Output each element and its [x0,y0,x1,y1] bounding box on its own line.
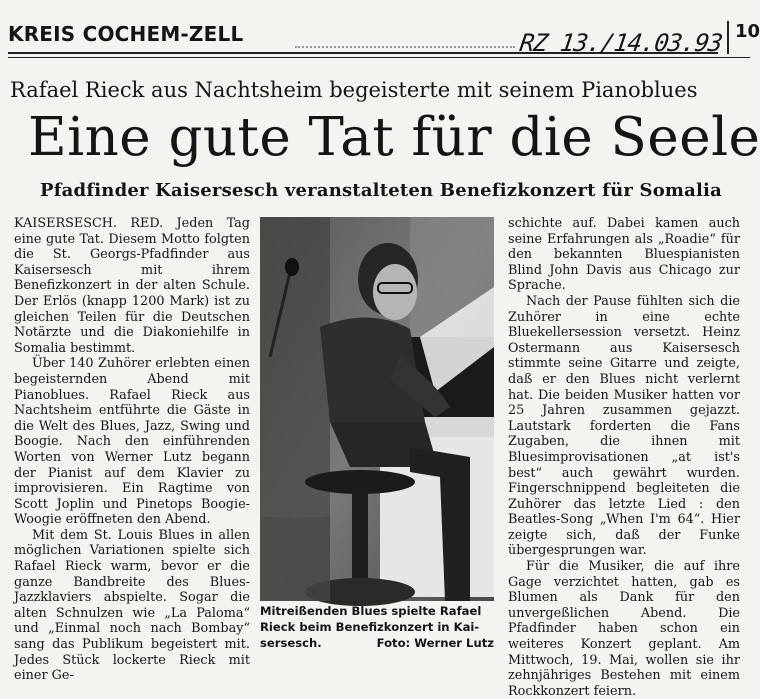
paragraph: KAISERSESCH. RED. Jeden Tag eine gute Tat. Diesem Motto folgten die St. Georgs-Pfadfinder aus Kaisersesch mit ihrem Benefizkonzert in der alten Schule. Der Erlös (knapp 1200 Mark) ist zu gleichen Teilen für die Deutschen Notärzte und die Diakoniehilfe in Somalia bestimmt. [14,216,250,356]
paragraph: Über 140 Zuhörer erlebten einen begeisternden Abend mit Pianoblues. Rafael Rieck aus Nachtsheim entführte die Gäste in die Welt des Blues, Jazz, Swing und Boogie. Nach den einführenden Worten von Werner Lutz begann der Pianist auf dem Klavier zu improvisieren. Ein Ragtime von Scott Joplin und Pinetops Boogie-Woogie eröffneten den Abend. [14,356,250,528]
paragraph: Für die Musiker, die auf ihre Gage verzichtet hatten, gab es Blumen als Dank für den unvergeßlichen Abend. Die Pfadfinder haben schon ein weiteres Konzert geplant. Am Mittwoch, 19. Mai, wollen sie ihr zehnjähriges Bestehen mit einem Rockkonzert feiern. [508,559,740,699]
header-rule-thin [8,57,750,58]
paragraph: Mit dem St. Louis Blues in allen möglichen Variationen spielte sich Rafael Rieck warm, bevor er die ganze Bandbreite des Blues-Jazzklaviers abspielte. Sogar die alten Schnulzen wie „La Paloma“ und „Einmal noch nach Bombay“ sang das Publikum begeistert mit. Jedes Stück lockerte Rieck mit einer Ge- [14,527,250,684]
section-title: KREIS COCHEM-ZELL [8,22,244,46]
article-subheadline: Pfadfinder Kaisersesch veranstalteten Benefizkonzert für Somalia [40,180,722,201]
photo-caption [260,603,494,651]
paragraph: Nach der Pause fühlten sich die Zuhörer in eine echte Bluekellersession versetzt. Heinz Ostermann aus Kaisersesch stimmte seine Gitarre und zeigte, daß er den Blues nicht verlernt hat. Die beiden Musiker hatten vor 25 Jahren zusammen gejazzt. Lautstark forderten die Fans Zugaben, die ihnen mit Bluesimprovisationen „at ist's best“ auch gewährt wurden. Fingerschnippend begleiteten die Zuhörer das letzte Lied : den Beatles-Song „When I'm 64“. Hier zeigte sich, daß der Funke übergesprungen war. [508,293,740,559]
caption-line: Rieck beim Benefizkonzert in Kai- [260,620,480,634]
caption-line [260,635,494,651]
pianist-photo [260,217,494,601]
caption-end: sersesch. [260,636,322,650]
paragraph: schichte auf. Dabei kamen auch seine Erfahrungen als „Roadie“ für den bekannten Bluespianisten Blind John Davis aus Chicago zur Sprache. [508,216,740,294]
caption-line: Mitreißenden Blues spielte Rafael [260,604,482,618]
article-column-1 [14,216,250,684]
handwritten-date: RZ 13./14.03.93 [518,29,724,57]
article-headline: Eine gute Tat für die Seele [28,107,760,168]
page-number: 10 [727,21,758,54]
photo-credit: Foto: Werner Lutz [376,636,494,650]
article-kicker: Rafael Rieck aus Nachtsheim begeisterte mit seinem Pianoblues [10,78,698,102]
article-column-3 [508,216,740,699]
newspaper-header [0,0,760,62]
faded-print-line [295,46,515,50]
